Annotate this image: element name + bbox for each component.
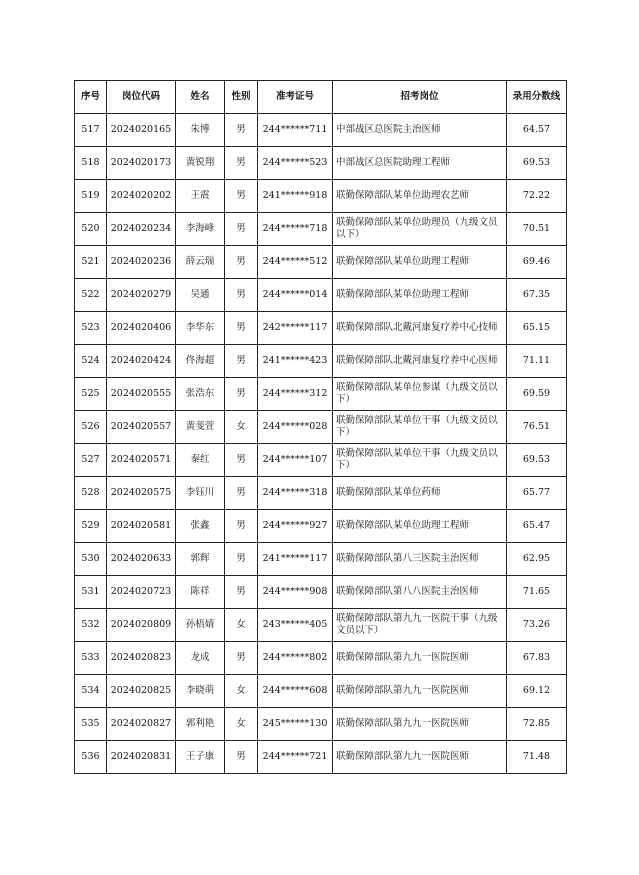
cell-exam-id: 241******423	[258, 345, 333, 378]
cell-post: 联勤保障部队第九九一医院医师	[333, 708, 507, 741]
table-row	[75, 147, 567, 180]
cell-exam-id: 244******107	[258, 444, 333, 477]
table-row	[75, 543, 567, 576]
cell-score: 65.47	[507, 510, 567, 543]
cell-score: 69.59	[507, 378, 567, 411]
table-row	[75, 510, 567, 543]
cell-post: 联勤保障部队第八三医院主治医师	[333, 543, 507, 576]
cell-gender: 男	[225, 213, 258, 246]
cell-name: 陈祥	[176, 576, 225, 609]
cell-post-code: 2024020236	[107, 246, 176, 279]
cell-name: 黄斐萱	[176, 411, 225, 444]
cell-name: 王震	[176, 180, 225, 213]
cell-post-code: 2024020581	[107, 510, 176, 543]
cell-name: 郭辉	[176, 543, 225, 576]
cell-serial: 536	[75, 741, 107, 774]
cell-gender: 男	[225, 279, 258, 312]
cell-exam-id: 244******721	[258, 741, 333, 774]
cell-serial: 521	[75, 246, 107, 279]
cell-post-code: 2024020823	[107, 642, 176, 675]
cell-serial: 532	[75, 609, 107, 642]
cell-post-code: 2024020173	[107, 147, 176, 180]
cell-score: 69.12	[507, 675, 567, 708]
table-row	[75, 246, 567, 279]
cell-serial: 535	[75, 708, 107, 741]
cell-post-code: 2024020557	[107, 411, 176, 444]
cell-post-code: 2024020234	[107, 213, 176, 246]
cell-gender: 女	[225, 675, 258, 708]
cell-gender: 女	[225, 708, 258, 741]
cell-exam-id: 244******802	[258, 642, 333, 675]
cell-post: 联勤保障部队第九九一医院医师	[333, 642, 507, 675]
cell-exam-id: 244******718	[258, 213, 333, 246]
cell-exam-id: 244******523	[258, 147, 333, 180]
cell-score: 72.85	[507, 708, 567, 741]
cell-post: 联勤保障部队某单位助理工程师	[333, 279, 507, 312]
cell-score: 71.65	[507, 576, 567, 609]
cell-gender: 男	[225, 741, 258, 774]
header-row	[75, 81, 567, 114]
cell-exam-id: 242******117	[258, 312, 333, 345]
cell-exam-id: 241******117	[258, 543, 333, 576]
table-header	[75, 81, 567, 114]
cell-post-code: 2024020406	[107, 312, 176, 345]
cell-gender: 男	[225, 345, 258, 378]
cell-name: 佟海超	[176, 345, 225, 378]
table-row	[75, 675, 567, 708]
cell-post-code: 2024020279	[107, 279, 176, 312]
cell-score: 67.83	[507, 642, 567, 675]
cell-gender: 男	[225, 114, 258, 147]
cell-gender: 男	[225, 378, 258, 411]
cell-gender: 男	[225, 246, 258, 279]
cell-exam-id: 244******318	[258, 477, 333, 510]
cell-post: 联勤保障部队北戴河康复疗养中心医师	[333, 345, 507, 378]
cell-serial: 530	[75, 543, 107, 576]
cell-exam-id: 244******028	[258, 411, 333, 444]
header-score: 录用分数线	[507, 81, 567, 114]
cell-name: 龙成	[176, 642, 225, 675]
cell-post: 联勤保障部队北戴河康复疗养中心技师	[333, 312, 507, 345]
cell-name: 李晓萌	[176, 675, 225, 708]
cell-post: 联勤保障部队某单位助理工程师	[333, 510, 507, 543]
cell-exam-id: 244******014	[258, 279, 333, 312]
header-gender: 性别	[225, 81, 258, 114]
cell-serial: 533	[75, 642, 107, 675]
cell-exam-id: 244******908	[258, 576, 333, 609]
cell-post-code: 2024020723	[107, 576, 176, 609]
cell-score: 65.15	[507, 312, 567, 345]
table-body	[75, 114, 567, 774]
cell-serial: 531	[75, 576, 107, 609]
cell-post-code: 2024020202	[107, 180, 176, 213]
cell-score: 69.53	[507, 147, 567, 180]
cell-exam-id: 243******405	[258, 609, 333, 642]
table-row	[75, 345, 567, 378]
cell-score: 69.53	[507, 444, 567, 477]
cell-gender: 男	[225, 312, 258, 345]
cell-gender: 男	[225, 576, 258, 609]
cell-name: 朱博	[176, 114, 225, 147]
cell-gender: 女	[225, 411, 258, 444]
cell-post: 联勤保障部队某单位干事（九级文员以下）	[333, 444, 507, 477]
cell-score: 69.46	[507, 246, 567, 279]
cell-post-code: 2024020165	[107, 114, 176, 147]
cell-serial: 519	[75, 180, 107, 213]
table-row	[75, 576, 567, 609]
cell-serial: 525	[75, 378, 107, 411]
table-row	[75, 444, 567, 477]
cell-post: 联勤保障部队某单位助理工程师	[333, 246, 507, 279]
cell-post: 中部战区总医院助理工程师	[333, 147, 507, 180]
table-row	[75, 477, 567, 510]
cell-exam-id: 244******711	[258, 114, 333, 147]
cell-post: 联勤保障部队第九九一医院医师	[333, 741, 507, 774]
cell-post: 联勤保障部队某单位干事（九级文员以下）	[333, 411, 507, 444]
cell-gender: 男	[225, 444, 258, 477]
table-row	[75, 180, 567, 213]
cell-name: 李海峰	[176, 213, 225, 246]
cell-post-code: 2024020831	[107, 741, 176, 774]
cell-post: 联勤保障部队某单位参谋（九级文员以下）	[333, 378, 507, 411]
cell-exam-id: 245******130	[258, 708, 333, 741]
table-row	[75, 378, 567, 411]
cell-post-code: 2024020571	[107, 444, 176, 477]
cell-post: 联勤保障部队某单位助理员（九级文员以下）	[333, 213, 507, 246]
cell-name: 黄锐翔	[176, 147, 225, 180]
cell-post: 联勤保障部队第八八医院主治医师	[333, 576, 507, 609]
cell-serial: 526	[75, 411, 107, 444]
header-exam-id: 准考证号	[258, 81, 333, 114]
cell-name: 张浩东	[176, 378, 225, 411]
cell-exam-id: 241******918	[258, 180, 333, 213]
cell-serial: 520	[75, 213, 107, 246]
header-post: 招考岗位	[333, 81, 507, 114]
cell-name: 李华东	[176, 312, 225, 345]
table-row	[75, 609, 567, 642]
cell-gender: 男	[225, 180, 258, 213]
cell-post: 联勤保障部队第九九一医院医师	[333, 675, 507, 708]
cell-name: 李钰川	[176, 477, 225, 510]
cell-name: 郭利艳	[176, 708, 225, 741]
cell-serial: 522	[75, 279, 107, 312]
cell-post-code: 2024020575	[107, 477, 176, 510]
cell-post-code: 2024020424	[107, 345, 176, 378]
cell-serial: 534	[75, 675, 107, 708]
cell-name: 王子康	[176, 741, 225, 774]
cell-serial: 527	[75, 444, 107, 477]
table-row	[75, 312, 567, 345]
header-post-code: 岗位代码	[107, 81, 176, 114]
cell-gender: 男	[225, 477, 258, 510]
header-serial: 序号	[75, 81, 107, 114]
cell-serial: 529	[75, 510, 107, 543]
cell-serial: 518	[75, 147, 107, 180]
cell-score: 67.35	[507, 279, 567, 312]
cell-name: 孙梧婧	[176, 609, 225, 642]
table-row	[75, 114, 567, 147]
table-row	[75, 411, 567, 444]
cell-gender: 男	[225, 147, 258, 180]
cell-serial: 523	[75, 312, 107, 345]
cell-score: 64.57	[507, 114, 567, 147]
cell-post-code: 2024020825	[107, 675, 176, 708]
cell-post: 联勤保障部队某单位助理农艺师	[333, 180, 507, 213]
cell-gender: 女	[225, 609, 258, 642]
table-row	[75, 708, 567, 741]
cell-post-code: 2024020827	[107, 708, 176, 741]
cell-name: 张鑫	[176, 510, 225, 543]
cell-score: 76.51	[507, 411, 567, 444]
cell-post: 联勤保障部队某单位药师	[333, 477, 507, 510]
cell-score: 65.77	[507, 477, 567, 510]
cell-post-code: 2024020633	[107, 543, 176, 576]
cell-serial: 528	[75, 477, 107, 510]
cell-post: 中部战区总医院主治医师	[333, 114, 507, 147]
table-row	[75, 279, 567, 312]
cell-serial: 524	[75, 345, 107, 378]
cell-score: 71.48	[507, 741, 567, 774]
cell-serial: 517	[75, 114, 107, 147]
cell-score: 71.11	[507, 345, 567, 378]
admission-score-table	[74, 80, 567, 774]
cell-name: 秦红	[176, 444, 225, 477]
cell-name: 薛云瑞	[176, 246, 225, 279]
cell-post-code: 2024020555	[107, 378, 176, 411]
cell-gender: 男	[225, 510, 258, 543]
table-row	[75, 642, 567, 675]
cell-score: 70.51	[507, 213, 567, 246]
header-name: 姓名	[176, 81, 225, 114]
cell-score: 62.95	[507, 543, 567, 576]
cell-post: 联勤保障部队第九九一医院干事（九级文员以下）	[333, 609, 507, 642]
cell-post-code: 2024020809	[107, 609, 176, 642]
cell-exam-id: 244******927	[258, 510, 333, 543]
table-row	[75, 213, 567, 246]
cell-gender: 男	[225, 543, 258, 576]
cell-name: 吴通	[176, 279, 225, 312]
table-row	[75, 741, 567, 774]
cell-gender: 男	[225, 642, 258, 675]
cell-exam-id: 244******312	[258, 378, 333, 411]
cell-score: 73.26	[507, 609, 567, 642]
cell-score: 72.22	[507, 180, 567, 213]
cell-exam-id: 244******608	[258, 675, 333, 708]
cell-exam-id: 244******512	[258, 246, 333, 279]
